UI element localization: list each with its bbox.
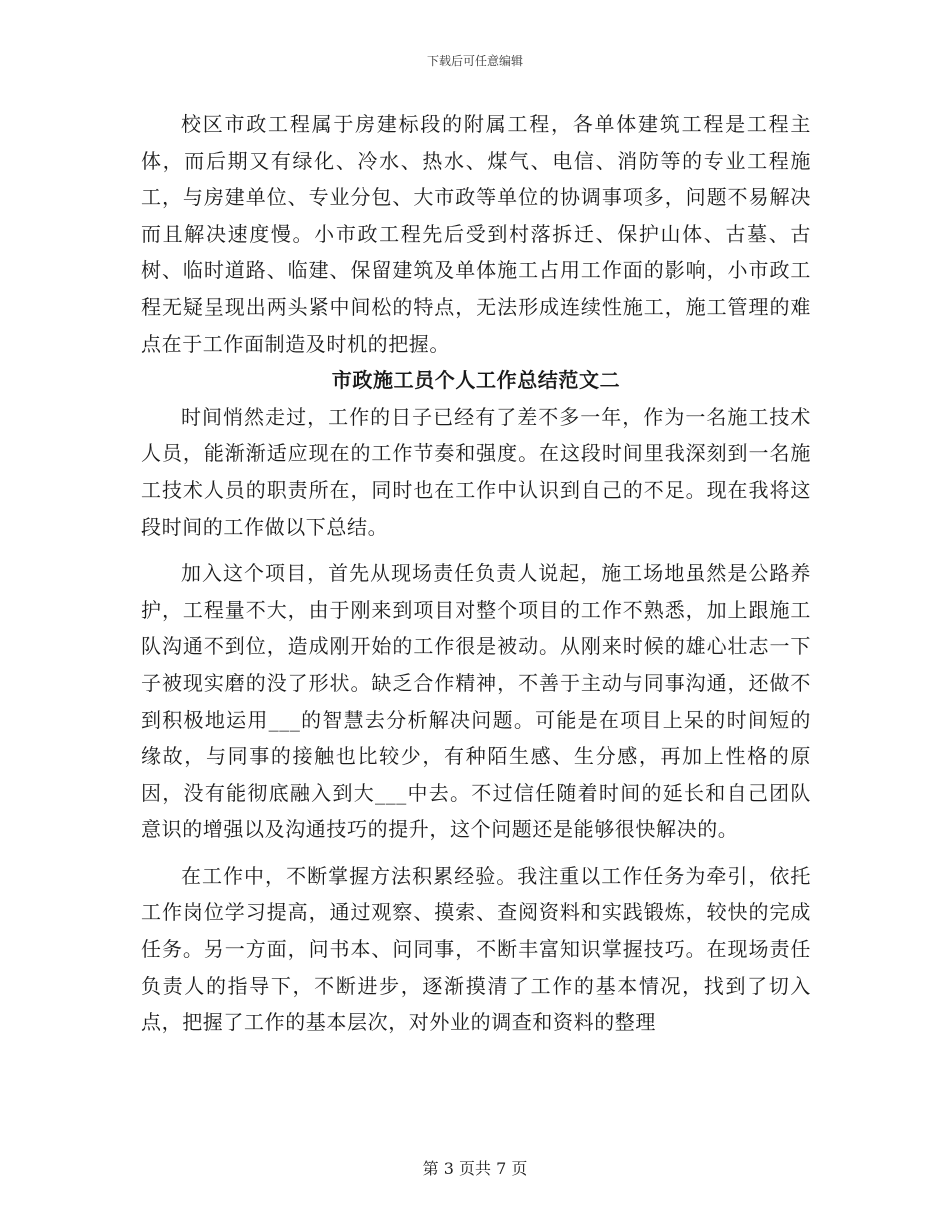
body-paragraph-2: 时间悄然走过，工作的日子已经有了差不多一年，作为一名施工技术人员，能渐渐适应现在的工作节奏和强度。在这段时间里我深刻到一名施工技术人员的职责所在，同时也在工作中认识到自己的不足。现在我将这段时间的工作做以下总结。 bbox=[141, 404, 811, 539]
body-paragraph-1: 校区市政工程属于房建标段的附属工程，各单体建筑工程是工程主体，而后期又有绿化、冷水、热水、煤气、电信、消防等的专业工程施工，与房建单位、专业分包、大市政等单位的协调事项多，问题不易解决而且解决速度慢。小市政工程先后受到村落拆迁、保护山体、古墓、古树、临时道路、临建、保留建筑及单体施工占用工作面的影响，小市政工程无疑呈现出两头紧中间松的特点，无法形成连续性施工，施工管理的难点在于工作面制造及时机的把握。 bbox=[141, 112, 811, 356]
section-title: 市政施工员个人工作总结范文二 bbox=[331, 368, 621, 393]
page-number-footer: 第 3 页共 7 页 bbox=[422, 1159, 528, 1178]
body-paragraph-4: 在工作中，不断掌握方法积累经验。我注重以工作任务为牵引，依托工作岗位学习提高，通过观察、摸索、查阅资料和实践锻炼，较快的完成任务。另一方面，问书本、问同事，不断丰富知识掌握技巧。在现场责任负责人的指导下，不断进步，逐渐摸清了工作的基本情况，找到了切入点，把握了工作的基本层次，对外业的调查和资料的整理 bbox=[141, 863, 811, 1035]
document-body bbox=[141, 106, 811, 1041]
body-paragraph-3: 加入这个项目，首先从现场责任负责人说起，施工场地虽然是公路养护，工程量不大，由于刚来到项目对整个项目的工作不熟悉，加上跟施工队沟通不到位，造成刚开始的工作很是被动。从刚来时候的雄心壮志一下子被现实磨的没了形状。缺乏合作精神，不善于主动与同事沟通，还做不到积极地运用___的智慧去分析解决问题。可能是在项目上呆的时间短的缘故，与同事的接触也比较少，有种陌生感、生分感，再加上性格的原因，没有能彻底融入到大___中去。不过信任随着时间的延长和自己团队意识的增强以及沟通技巧的提升，这个问题还是能够很快解决的。 bbox=[141, 561, 811, 842]
page-header-note: 下载后可任意编辑 bbox=[426, 54, 523, 68]
